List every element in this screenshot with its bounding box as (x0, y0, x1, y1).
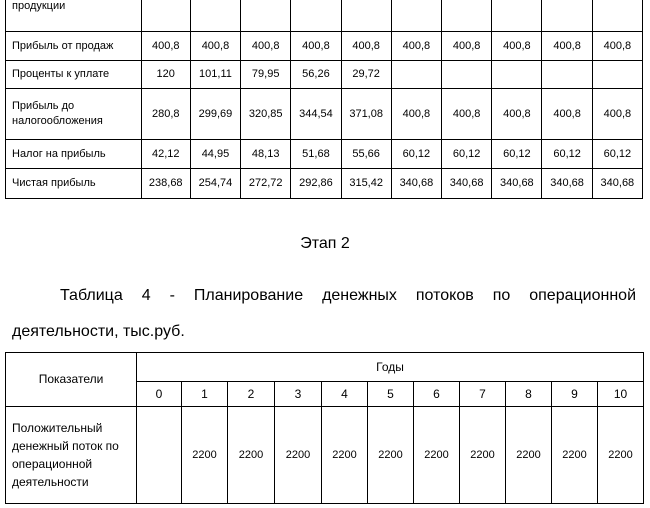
cell-value: 400,8 (592, 32, 642, 61)
years-header: Годы (137, 353, 644, 382)
cell-value: 2200 (414, 407, 460, 504)
cell-value: 400,8 (391, 32, 441, 61)
cell-value: 238,68 (141, 169, 190, 199)
cell-value: 400,8 (492, 32, 542, 61)
cell-value: 400,8 (542, 89, 592, 140)
cell-value: 2200 (322, 407, 368, 504)
cell-value: 371,08 (341, 89, 391, 140)
cell-value: 299,69 (190, 89, 240, 140)
cell-value: 51,68 (291, 140, 341, 169)
cell-value: 400,8 (341, 32, 391, 61)
table-row (6, 407, 644, 504)
cell-value: 101,11 (190, 61, 240, 89)
cell-value (542, 0, 592, 32)
cell-value (137, 407, 182, 504)
table-row (6, 169, 643, 199)
cell-value: 292,86 (291, 169, 341, 199)
cell-value: 400,8 (190, 32, 240, 61)
cell-value: 315,42 (341, 169, 391, 199)
cell-value: 48,13 (241, 140, 291, 169)
year-cell: 0 (137, 382, 182, 407)
cell-value: 2200 (368, 407, 414, 504)
cell-value (592, 61, 642, 89)
cell-value: 340,68 (442, 169, 492, 199)
table-caption: Таблица 4 - Планирование денежных потоков по операционной деятельности, тыс.руб. (12, 287, 636, 340)
cell-value (442, 61, 492, 89)
cell-value: 2200 (182, 407, 228, 504)
cell-value: 272,72 (241, 169, 291, 199)
year-cell: 4 (322, 382, 368, 407)
cell-value (542, 61, 592, 89)
cell-value: 254,74 (190, 169, 240, 199)
cell-value: 400,8 (141, 32, 190, 61)
cell-value (442, 0, 492, 32)
cell-value: 2200 (275, 407, 322, 504)
cell-value: 44,95 (190, 140, 240, 169)
cell-value: 79,95 (241, 61, 291, 89)
table-row (6, 89, 643, 140)
table-row (6, 0, 643, 32)
cell-value: 340,68 (592, 169, 642, 199)
cell-value: 42,12 (141, 140, 190, 169)
year-cell: 7 (460, 382, 506, 407)
cell-value (241, 0, 291, 32)
year-cell: 1 (182, 382, 228, 407)
year-cell: 5 (368, 382, 414, 407)
cell-value: 340,68 (492, 169, 542, 199)
cell-value: 400,8 (492, 89, 542, 140)
cell-value (592, 0, 642, 32)
year-cell: 8 (506, 382, 552, 407)
cell-value: 60,12 (492, 140, 542, 169)
cell-value: 400,8 (592, 89, 642, 140)
row-label: Проценты к уплате (6, 61, 142, 89)
cell-value: 55,66 (341, 140, 391, 169)
cell-value: 400,8 (542, 32, 592, 61)
row-label: продукции (6, 0, 142, 32)
cell-value: 344,54 (291, 89, 341, 140)
cell-value: 60,12 (442, 140, 492, 169)
row-label: Налог на прибыль (6, 140, 142, 169)
year-cell: 2 (228, 382, 275, 407)
cell-value: 280,8 (141, 89, 190, 140)
financial-results-table (5, 0, 643, 199)
cell-value: 29,72 (341, 61, 391, 89)
cell-value (391, 61, 441, 89)
cell-value: 60,12 (542, 140, 592, 169)
cell-value (492, 61, 542, 89)
cell-value: 2200 (506, 407, 552, 504)
cell-value: 60,12 (391, 140, 441, 169)
cell-value: 2200 (598, 407, 644, 504)
cell-value: 60,12 (592, 140, 642, 169)
stage-title: Этап 2 (300, 235, 350, 252)
cell-value: 400,8 (291, 32, 341, 61)
year-cell: 6 (414, 382, 460, 407)
cell-value: 2200 (460, 407, 506, 504)
year-cell: 9 (552, 382, 598, 407)
cell-value (492, 0, 542, 32)
cell-value: 400,8 (391, 89, 441, 140)
table-row (6, 61, 643, 89)
cell-value: 400,8 (442, 89, 492, 140)
cash-flow-table (5, 352, 644, 504)
cell-value (291, 0, 341, 32)
cell-value: 340,68 (391, 169, 441, 199)
cell-value (141, 0, 190, 32)
table-header-row (6, 353, 644, 382)
cell-value: 340,68 (542, 169, 592, 199)
table-row (6, 140, 643, 169)
cell-value: 56,26 (291, 61, 341, 89)
year-cell: 10 (598, 382, 644, 407)
table-row (6, 32, 643, 61)
cell-value: 120 (141, 61, 190, 89)
row-label: Положительный денежный поток по операционной деятельности (6, 407, 137, 504)
indicator-header: Показатели (6, 353, 137, 407)
cell-value: 320,85 (241, 89, 291, 140)
cell-value: 400,8 (241, 32, 291, 61)
cash-flow-body (6, 353, 644, 504)
cell-value (391, 0, 441, 32)
financial-results-body (6, 0, 643, 199)
cell-value (190, 0, 240, 32)
row-label: Чистая прибыль (6, 169, 142, 199)
cell-value: 2200 (552, 407, 598, 504)
cell-value: 400,8 (442, 32, 492, 61)
row-label: Прибыль до налогообложения (6, 89, 142, 140)
cell-value: 2200 (228, 407, 275, 504)
row-label: Прибыль от продаж (6, 32, 142, 61)
year-cell: 3 (275, 382, 322, 407)
cell-value (341, 0, 391, 32)
